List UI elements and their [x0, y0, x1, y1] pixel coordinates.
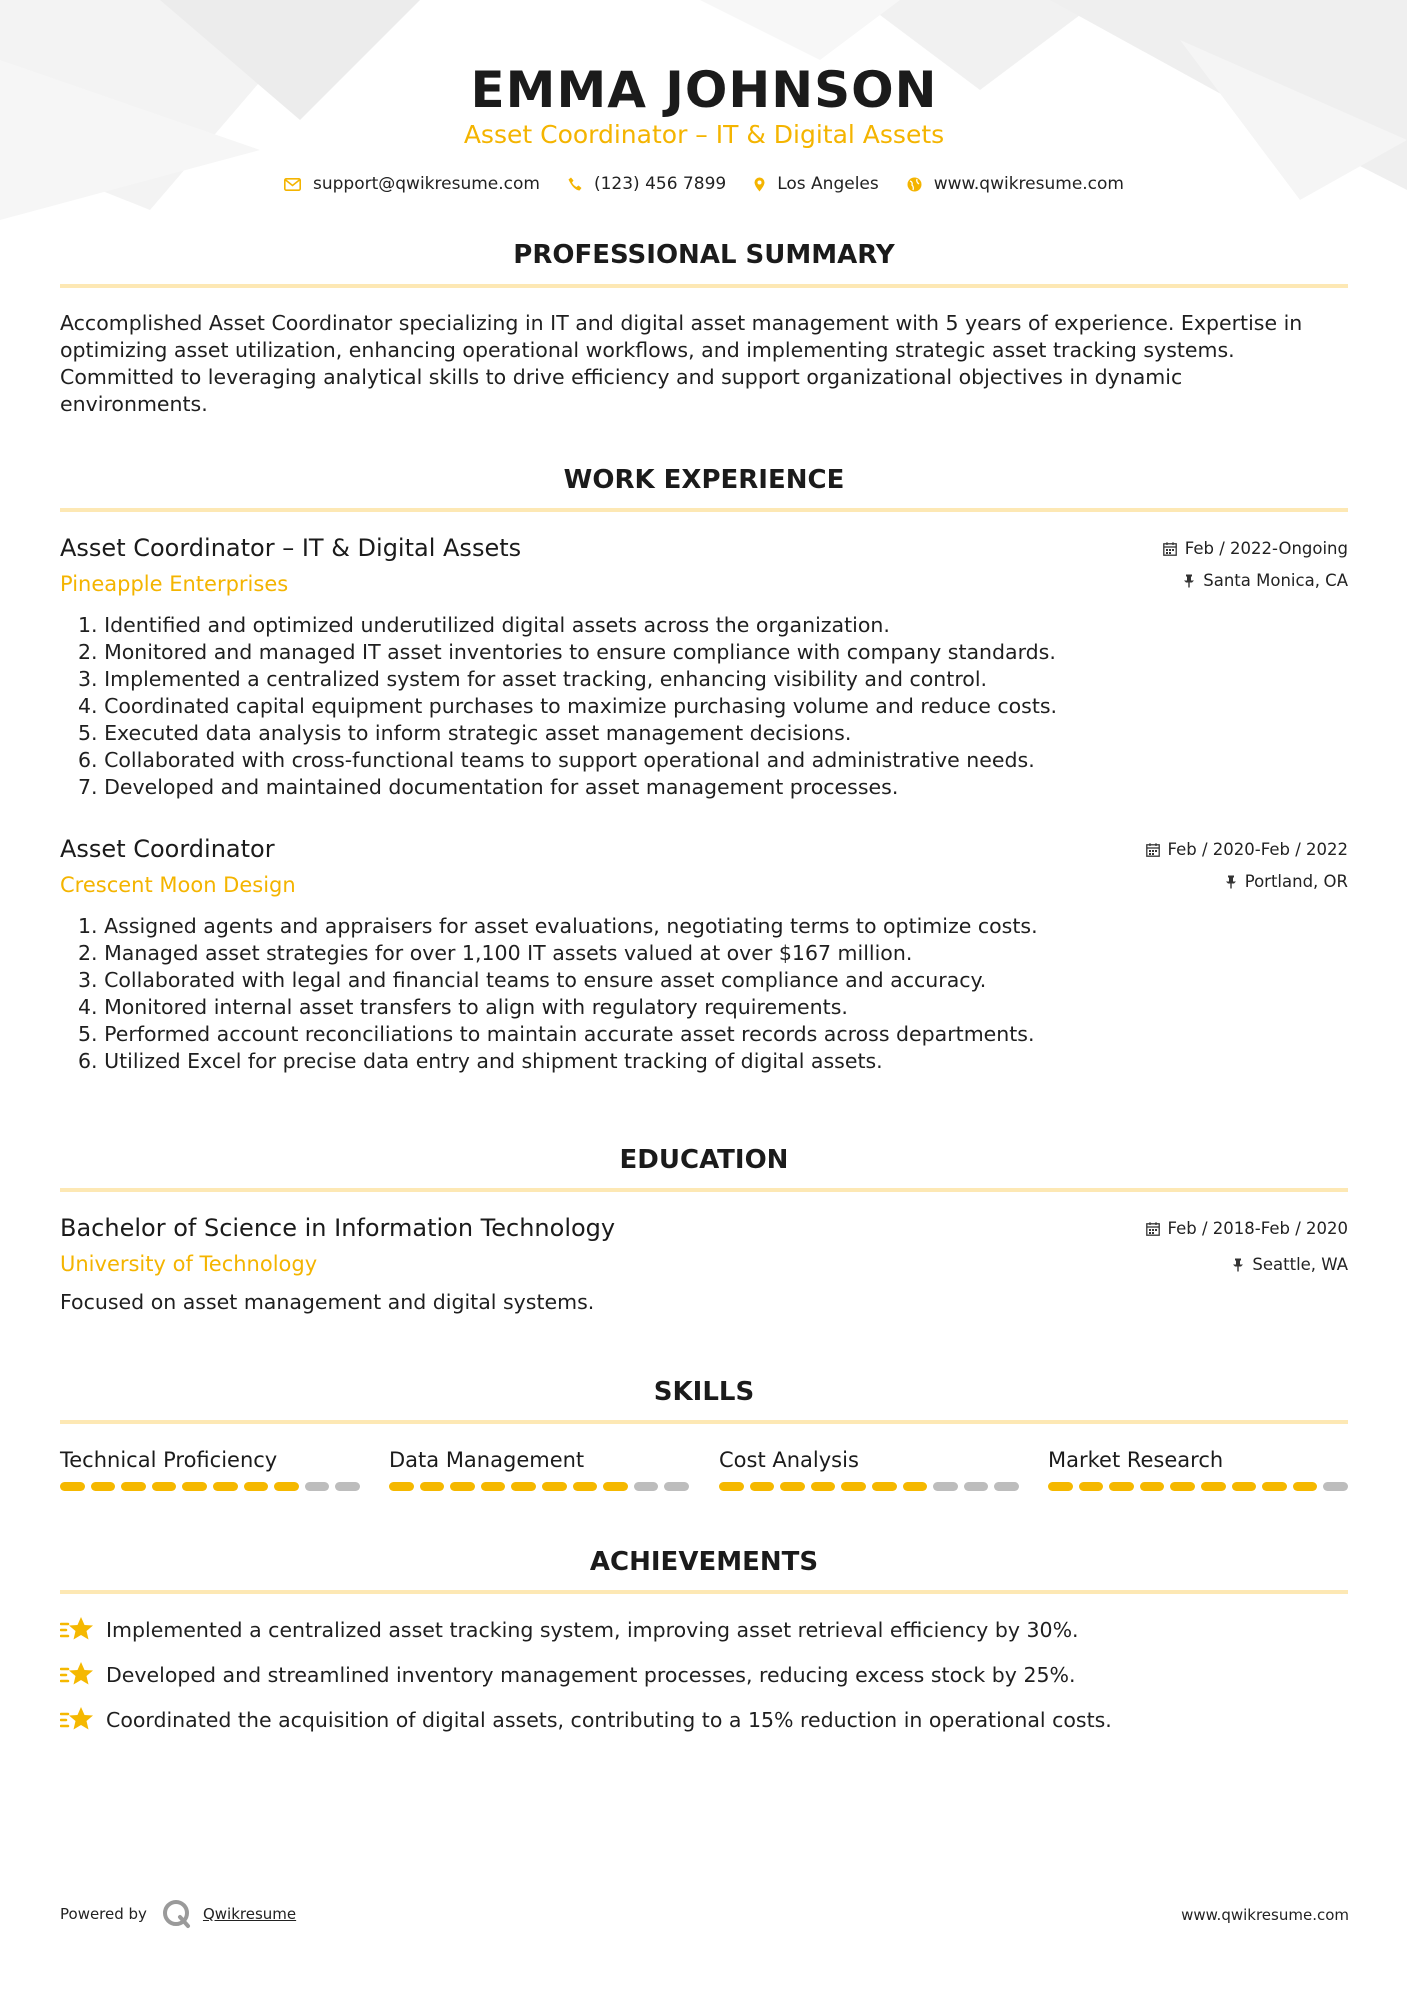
skill-dot-filled: [274, 1482, 299, 1491]
skills-divider: [60, 1420, 1348, 1424]
calendar-icon: [1146, 1222, 1160, 1236]
envelope-icon: [284, 178, 301, 191]
skill-dot-filled: [573, 1482, 598, 1491]
skill-item: [719, 1446, 1019, 1491]
skill-dot-empty: [964, 1482, 989, 1491]
summary-heading: PROFESSIONAL SUMMARY: [513, 240, 895, 270]
achievements-heading: ACHIEVEMENTS: [589, 1547, 819, 1577]
education-entry: [60, 1212, 1348, 1322]
skill-dot-empty: [634, 1482, 659, 1491]
skill-dot-filled: [719, 1482, 744, 1491]
list-item: 7. Developed and maintained documentation for asset management processes.: [78, 775, 899, 799]
candidate-name: EMMA JOHNSON: [470, 61, 938, 119]
achievements-divider: [60, 1590, 1348, 1594]
list-item: 1. Assigned agents and appraisers for asset evaluations, negotiating terms to optimize costs.: [78, 914, 1038, 938]
education-location: [1232, 1254, 1348, 1276]
skill-dot-empty: [1323, 1482, 1348, 1491]
qwikresume-link[interactable]: Qwikresume: [202, 1905, 297, 1923]
achievement-text: Developed and streamlined inventory management processes, reducing excess stock by 25%.: [106, 1663, 1076, 1687]
school-name: University of Technology: [60, 1252, 318, 1276]
globe-icon: [907, 177, 922, 192]
skill-dot-filled: [244, 1482, 269, 1491]
email-text: support@qwikresume.com: [313, 174, 540, 194]
job-date: [1163, 538, 1348, 560]
job-entry-1: [60, 532, 1348, 812]
skill-dot-filled: [841, 1482, 866, 1491]
achievement-text: Implemented a centralized asset tracking system, improving asset retrieval efficiency by 30%.: [106, 1618, 1079, 1642]
skill-dot-empty: [994, 1482, 1019, 1491]
skill-dot-filled: [1232, 1482, 1257, 1491]
skill-dot-filled: [750, 1482, 775, 1491]
skill-dot-filled: [1293, 1482, 1318, 1491]
website-text: www.qwikresume.com: [933, 174, 1124, 194]
summary-line: Accomplished Asset Coordinator specializing in IT and digital asset management with 5 years of experience. Expertise in: [60, 311, 1303, 335]
job-date: [1146, 839, 1348, 861]
skill-dot-filled: [1079, 1482, 1104, 1491]
job-location: [1225, 871, 1348, 893]
skill-dot-filled: [1170, 1482, 1195, 1491]
skill-dot-filled: [1262, 1482, 1287, 1491]
job-location-text: Santa Monica, CA: [1203, 571, 1348, 590]
skill-name: Data Management: [389, 1448, 585, 1472]
contact-location: [754, 174, 879, 194]
achievement-item: [60, 1612, 1348, 1648]
job-company: Crescent Moon Design: [60, 873, 296, 897]
skill-dot-filled: [420, 1482, 445, 1491]
skill-dot-empty: [305, 1482, 330, 1491]
footer-powered-by: [60, 1897, 296, 1931]
skill-dot-empty: [933, 1482, 958, 1491]
summary-text: [60, 310, 1348, 418]
star-achievement-icon: [60, 1615, 94, 1645]
skill-dot-filled: [91, 1482, 116, 1491]
job-title: Asset Coordinator – IT & Digital Assets: [60, 534, 522, 562]
contact-phone[interactable]: [568, 174, 726, 194]
achievement-item: [60, 1702, 1348, 1738]
phone-icon: [568, 177, 582, 191]
skill-dot-filled: [1109, 1482, 1134, 1491]
skill-dot-filled: [542, 1482, 567, 1491]
education-date: [1146, 1218, 1348, 1240]
job-location-text: Portland, OR: [1244, 872, 1348, 891]
job-date-text: Feb / 2020-Feb / 2022: [1167, 840, 1348, 859]
phone-text: (123) 456 7899: [593, 174, 727, 194]
contact-bar: [60, 172, 1348, 196]
skill-dot-filled: [152, 1482, 177, 1491]
skill-dot-filled: [389, 1482, 414, 1491]
skill-rating: [60, 1482, 360, 1491]
list-item: 3. Implemented a centralized system for asset tracking, enhancing visibility and control.: [78, 667, 988, 691]
job-title: Asset Coordinator: [60, 835, 275, 863]
summary-divider: [60, 284, 1348, 288]
list-item: 4. Monitored internal asset transfers to align with regulatory requirements.: [78, 995, 848, 1019]
skill-dot-filled: [213, 1482, 238, 1491]
list-item: 4. Coordinated capital equipment purchases to maximize purchasing volume and reduce costs.: [78, 694, 1058, 718]
skill-dot-filled: [603, 1482, 628, 1491]
skill-dot-filled: [780, 1482, 805, 1491]
skill-rating: [719, 1482, 1019, 1491]
skills-heading: SKILLS: [653, 1377, 755, 1407]
skill-dot-filled: [1140, 1482, 1165, 1491]
achievement-text: Coordinated the acquisition of digital assets, contributing to a 15% reduction in operational costs.: [106, 1708, 1112, 1732]
summary-line: Committed to leveraging analytical skills to drive efficiency and support organizational objectives in dynamic: [60, 365, 1183, 389]
experience-heading: WORK EXPERIENCE: [563, 465, 845, 495]
star-achievement-icon: [60, 1660, 94, 1690]
skill-rating: [1048, 1482, 1348, 1491]
star-achievement-icon: [60, 1705, 94, 1735]
skill-rating: [389, 1482, 689, 1491]
skill-dot-filled: [811, 1482, 836, 1491]
skill-name: Technical Proficiency: [60, 1448, 278, 1472]
job-company: Pineapple Enterprises: [60, 572, 289, 596]
contact-email[interactable]: [284, 174, 540, 194]
skill-dot-empty: [664, 1482, 689, 1491]
skill-dot-filled: [481, 1482, 506, 1491]
skills-grid: [60, 1446, 1348, 1506]
skill-dot-filled: [450, 1482, 475, 1491]
calendar-icon: [1146, 843, 1160, 857]
achievement-item: [60, 1657, 1348, 1693]
education-divider: [60, 1188, 1348, 1192]
list-item: 1. Identified and optimized underutilized digital assets across the organization.: [78, 613, 890, 637]
list-item: 6. Collaborated with cross-functional teams to support operational and administrative needs.: [78, 748, 1035, 772]
skill-dot-filled: [1201, 1482, 1226, 1491]
education-description: Focused on asset management and digital systems.: [60, 1290, 595, 1314]
list-item: 5. Executed data analysis to inform strategic asset management decisions.: [78, 721, 852, 745]
skill-dot-empty: [335, 1482, 360, 1491]
education-heading: EDUCATION: [619, 1145, 789, 1175]
pin-icon: [1183, 574, 1195, 588]
list-item: 2. Monitored and managed IT asset inventories to ensure compliance with company standards.: [78, 640, 1056, 664]
skill-dot-filled: [60, 1482, 85, 1491]
skill-dot-filled: [872, 1482, 897, 1491]
skill-dot-filled: [121, 1482, 146, 1491]
summary-line: environments.: [60, 392, 208, 416]
skill-name: Cost Analysis: [719, 1448, 859, 1472]
skill-dot-filled: [903, 1482, 928, 1491]
candidate-title: Asset Coordinator – IT & Digital Assets: [463, 120, 945, 149]
skill-dot-filled: [1048, 1482, 1073, 1491]
contact-website[interactable]: [907, 174, 1124, 194]
skill-name: Market Research: [1048, 1448, 1224, 1472]
skill-item: [1048, 1446, 1348, 1491]
map-pin-icon: [754, 177, 765, 192]
list-item: 5. Performed account reconciliations to maintain accurate asset records across departments.: [78, 1022, 1035, 1046]
powered-by-label: Powered by: [60, 1905, 147, 1923]
summary-line: optimizing asset utilization, enhancing operational workflows, and implementing strategic asset tracking systems.: [60, 338, 1235, 362]
degree-title: Bachelor of Science in Information Technology: [60, 1214, 616, 1242]
skill-dot-filled: [511, 1482, 536, 1491]
skill-item: [389, 1446, 689, 1491]
job-date-text: Feb / 2022-Ongoing: [1184, 539, 1348, 558]
pin-icon: [1225, 875, 1237, 889]
location-text: Los Angeles: [777, 174, 879, 194]
footer-website-link[interactable]: www.qwikresume.com: [1181, 1906, 1349, 1924]
education-location-text: Seattle, WA: [1252, 1255, 1348, 1274]
pin-icon: [1232, 1258, 1244, 1272]
skill-item: [60, 1446, 360, 1491]
calendar-icon: [1163, 542, 1177, 556]
list-item: 3. Collaborated with legal and financial teams to ensure asset compliance and accuracy.: [78, 968, 987, 992]
job-responsibilities: [60, 913, 1038, 1075]
list-item: 2. Managed asset strategies for over 1,100 IT assets valued at over $167 million.: [78, 941, 913, 965]
list-item: 6. Utilized Excel for precise data entry and shipment tracking of digital assets.: [78, 1049, 883, 1073]
experience-divider: [60, 508, 1348, 512]
job-responsibilities: [60, 612, 1057, 801]
education-date-text: Feb / 2018-Feb / 2020: [1167, 1219, 1348, 1238]
job-entry-2: [60, 833, 1348, 1083]
skill-dot-filled: [182, 1482, 207, 1491]
job-location: [1183, 570, 1348, 592]
qwikresume-logo-icon: [161, 1898, 193, 1930]
